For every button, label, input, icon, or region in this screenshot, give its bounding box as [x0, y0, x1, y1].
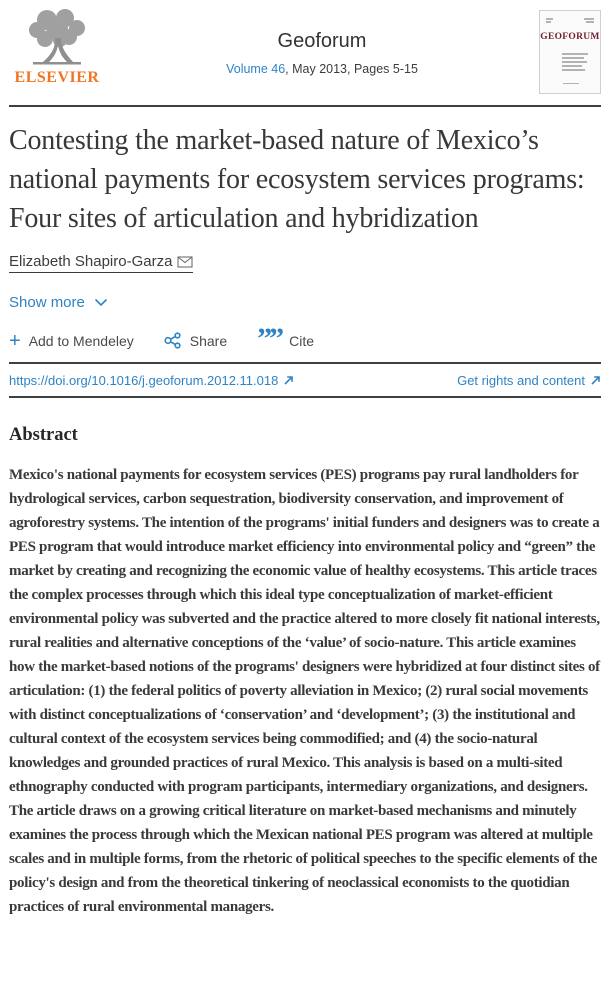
cover-journal-title: GEOFORUM [540, 32, 600, 42]
journal-info [105, 6, 539, 76]
cite-label: Cite [289, 332, 315, 349]
doi-divider [9, 396, 601, 398]
cover-deco-bar [562, 69, 585, 71]
show-more-label: Show more [9, 294, 85, 311]
article-title: Contesting the market-based nature of Mexico’s national payments for ecosystem services programs: Four sites of articulation and hybridization [9, 125, 585, 234]
journal-issue-line [105, 62, 539, 76]
show-more-button[interactable] [9, 294, 108, 311]
elsevier-logo[interactable] [9, 6, 105, 87]
cite-button[interactable] [257, 321, 315, 355]
cover-deco-bar [546, 18, 553, 20]
cover-deco-bar [563, 83, 579, 85]
get-rights-link[interactable] [457, 373, 601, 388]
share-label: Share [189, 332, 228, 349]
add-to-mendeley-label: Add to Mendeley [28, 332, 134, 349]
author-row [9, 253, 601, 273]
doi-url: https://doi.org/10.1016/j.geoforum.2012.11.018 [9, 373, 279, 388]
abstract-heading: Abstract [9, 425, 78, 445]
journal-cover-thumbnail[interactable] [539, 10, 601, 94]
elsevier-tree-icon [20, 6, 94, 68]
issue-info: , May 2013, Pages 5-15 [285, 62, 418, 76]
author-link[interactable] [9, 253, 193, 273]
cover-deco-bar [584, 18, 594, 20]
external-link-icon [590, 375, 601, 386]
plus-icon: + [9, 329, 21, 352]
doi-link[interactable] [9, 373, 294, 388]
cover-deco-bar [562, 65, 582, 67]
cover-deco-bar [562, 53, 588, 55]
get-rights-label: Get rights and content [457, 373, 585, 388]
journal-header [9, 0, 601, 99]
add-to-mendeley-button[interactable] [9, 329, 134, 352]
envelope-icon [177, 256, 193, 268]
abstract-body: Mexico's national payments for ecosystem services (PES) programs pay rural landholders for hydrological services, carbon sequestration, biodiversity conservation, and improvement of agroforestry systems. The intention of the programs' initial funders and designers was to create a PES program that would introduce market efficiency into environmental policy and “green” the market by creating and recognizing the economic value of healthy ecosystems. This article traces the complex processes through which this ideal type conceptualization of market-efficient environmental policy was subverted and the practice altered to more closely fit national interests, rural realities and alternative conceptions of the ‘value’ of socio-nature. This article examines how the market-based notions of the programs' designers were hybridized at four distinct sites of articulation: (1) the federal politics of poverty alleviation in Mexico; (2) rural social movements with distinct conceptualizations of ‘conservation’ and ‘development’; (3) the institutional and cultural context of the ecosystem services being commodified; and (4) the socio-natural knowledges and grounded practices of rural Mexico. This analysis is based on a multi-sited ethnography conducted with program participants, intermediary organizations, and designers. The article draws on a growing critical literature on market-based mechanisms and minutely examines the process through which the Mexican national PES program was altered at multiple scales and in multiple forms, from the rhetoric of political speeches to the specific elements of the policy's design and from the theoretical tinkering of neoclassical economists to the quotidian practices of rural environmental managers. [9, 467, 600, 915]
action-toolbar [9, 321, 601, 355]
author-name: Elizabeth Shapiro-Garza [9, 253, 173, 270]
cover-deco-bar [586, 21, 594, 23]
journal-title: Geoforum [277, 30, 367, 52]
volume-link[interactable]: Volume 46 [226, 62, 286, 76]
external-link-icon [283, 375, 294, 386]
cover-deco-bar [562, 57, 584, 59]
share-icon [164, 332, 182, 349]
share-button[interactable] [164, 332, 227, 349]
doi-row [9, 364, 601, 396]
elsevier-wordmark: ELSEVIER [14, 69, 100, 86]
cite-quote-icon: ”” [257, 321, 282, 355]
cover-deco-bar [546, 21, 551, 23]
cover-deco-bar [562, 61, 587, 63]
header-divider [9, 105, 601, 107]
chevron-down-icon [94, 298, 108, 307]
